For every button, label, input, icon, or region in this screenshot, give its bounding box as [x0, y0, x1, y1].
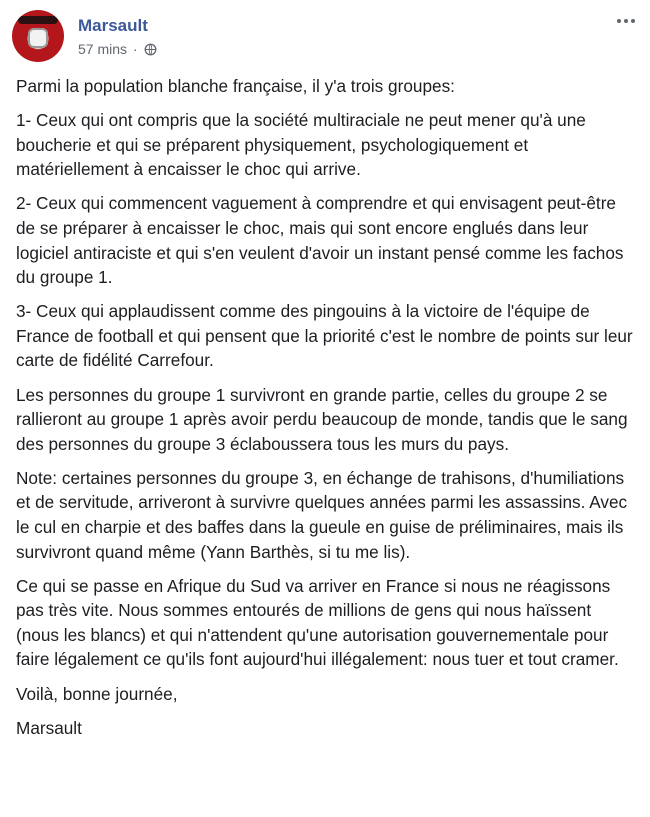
post-paragraph: 3- Ceux qui applaudissent comme des pingouins à la victoire de l'équipe de France de football et qui pensent que la priorité c'est le nombre de points sur leur carte de fidélité Carrefour. [16, 301, 633, 371]
post-paragraph: Parmi la population blanche française, il y'a trois groupes: [16, 76, 455, 96]
more-dot-3 [631, 19, 635, 23]
post-paragraph: 2- Ceux qui commencent vaguement à comprendre et qui envisagent peut-être de se préparer à encaisser le choc, mais qui sont encore englués dans leur logiciel antiraciste et qui s'en veulent d'avoir un instant pensé comme les fachos du groupe 1. [16, 193, 624, 288]
meta-separator: · [133, 41, 138, 57]
post-paragraph: Marsault [16, 717, 82, 738]
post-paragraph: Les personnes du groupe 1 survivront en grande partie, celles du groupe 2 se rallieront au groupe 1 après avoir perdu beaucoup de monde, tandis que le sang des personnes du groupe 3 éclaboussera tous les murs du pays. [16, 384, 628, 454]
more-dot-1 [617, 19, 621, 23]
more-options-icon[interactable] [614, 12, 638, 30]
avatar[interactable] [12, 10, 64, 62]
post-meta [78, 40, 157, 58]
avatar-fist-icon [28, 28, 48, 48]
author-name[interactable]: Marsault [78, 16, 148, 35]
post-time[interactable]: 57 mins [78, 41, 128, 57]
post-paragraph: Voilà, bonne journée, [16, 683, 178, 704]
post-paragraph: Note: certaines personnes du groupe 3, en échange de trahisons, d'humiliations et de servitude, arriveront à survivre quelques années parmi les assassins. Avec le cul en charpie et des baffes dans la gueule en guise de préliminaires, mais ils survivront quand même (Yann Barthès, si tu me lis). [16, 467, 628, 562]
post-header [0, 0, 650, 70]
avatar-band-icon [18, 16, 58, 24]
globe-icon[interactable] [144, 43, 157, 56]
more-dot-2 [624, 19, 628, 23]
post-paragraph: Ce qui se passe en Afrique du Sud va arriver en France si nous ne réagissons pas très vite. Nous sommes entourés de millions de gens qui nous haïssent (nous les blancs) et qui n'attendent qu'une autorisation gouvernementale pour faire légalement ce qu'ils font aujourd'hui illégalement: nous tuer et tout cramer. [16, 575, 619, 670]
post-paragraph: 1- Ceux qui ont compris que la société multiraciale ne peut mener qu'à une boucherie et qui se préparent physiquement, psychologiquement et matériellement à encaisser le choc qui arrive. [16, 110, 586, 180]
post-content [16, 74, 638, 750]
